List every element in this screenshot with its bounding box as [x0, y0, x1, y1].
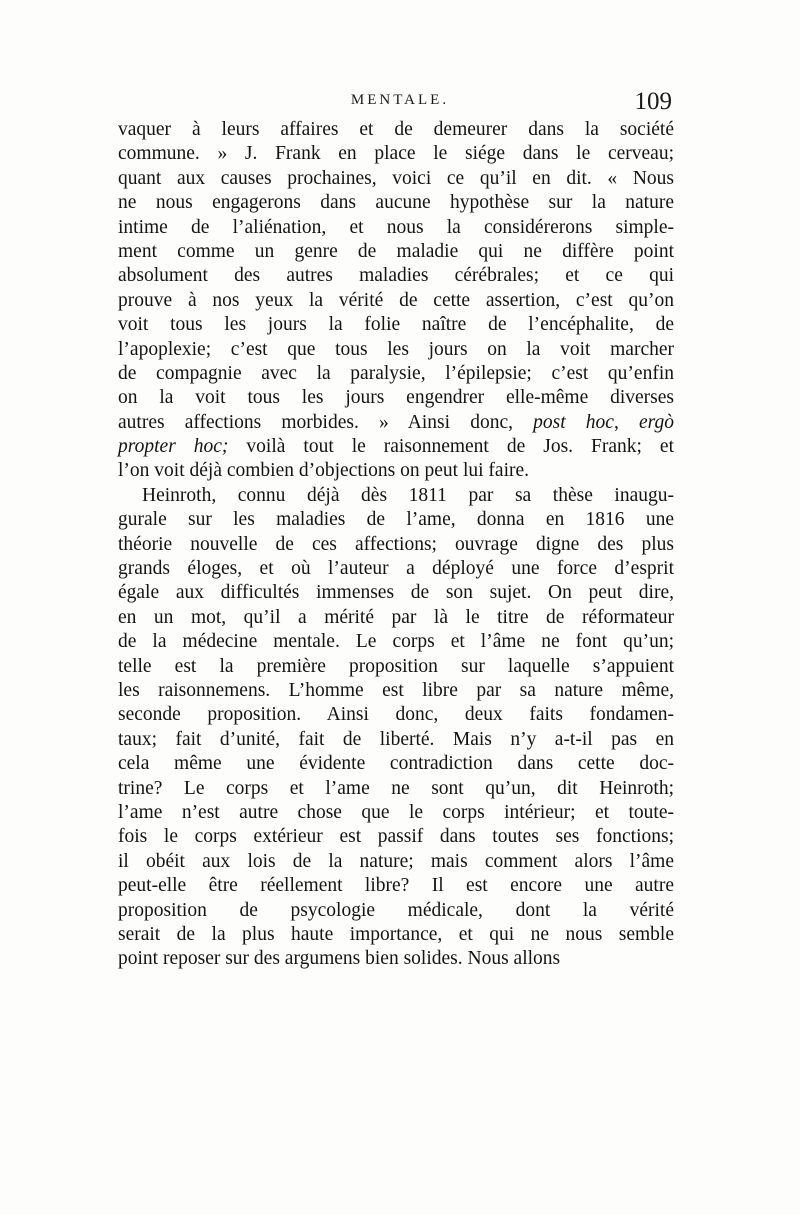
text-line	[118, 557, 674, 581]
text-line	[118, 435, 674, 459]
text-line	[118, 142, 674, 166]
text-run: vaquer à leurs affaires et de demeurer dans la société	[118, 119, 674, 140]
text-run: telle est la première proposition sur laquelle s’appuient	[118, 655, 674, 677]
text-run: peut-elle être réellement libre? Il est encore une autre	[118, 875, 674, 897]
text-run: les raisonnemens. L’homme est libre par sa nature même,	[118, 679, 674, 701]
text-run: égale aux difficultés immenses de son sujet. On peut dire,	[118, 582, 674, 604]
text-run: quant aux causes prochaines, voici ce qu’il en dit. « Nous	[118, 167, 674, 189]
italic-text: post hoc	[533, 411, 614, 433]
text-line	[118, 606, 674, 630]
text-line	[118, 240, 674, 264]
text-line	[118, 655, 674, 679]
text-run: autres affections morbides. » Ainsi donc,	[118, 411, 534, 433]
text-line	[118, 947, 674, 971]
text-line	[118, 728, 674, 752]
text-line	[118, 825, 674, 849]
text-line	[118, 752, 674, 776]
text-run: proposition de psycologie médicale, dont la vérité	[118, 899, 674, 921]
text-line	[118, 508, 674, 532]
text-line	[118, 386, 674, 410]
text-run: ,	[613, 411, 639, 433]
text-line	[118, 874, 674, 898]
text-line	[118, 484, 674, 508]
text-line	[118, 167, 674, 191]
text-run: théorie nouvelle de ces affections; ouvrage digne des plus	[118, 533, 674, 555]
text-run: taux; fait d’unité, fait de liberté. Mais n’y a-t-il pas en	[118, 728, 674, 750]
text-run: l’apoplexie; c’est que tous les jours on la voit marcher	[118, 338, 674, 360]
text-run: intime de l’aliénation, et nous la considérerons simple-	[118, 216, 674, 238]
text-line	[118, 216, 674, 240]
text-run: grands éloges, et où l’auteur a déployé une force d’esprit	[118, 558, 674, 580]
page-number: 109	[634, 88, 672, 115]
text-line	[118, 289, 674, 313]
text-run: il obéit aux lois de la nature; mais comment alors l’âme	[118, 850, 674, 872]
text-run: cela même une évidente contradiction dans cette doc-	[118, 753, 674, 775]
text-run: point reposer sur des argumens bien solides. Nous allons	[118, 948, 561, 970]
text-line	[118, 264, 674, 288]
text-line	[118, 923, 674, 947]
text-run: on la voit tous les jours engendrer elle-même diverses	[118, 387, 674, 409]
italic-text: ergò	[638, 411, 674, 433]
text-run: absolument des autres maladies cérébrales; et ce qui	[118, 265, 674, 287]
text-run: l’on voit déjà combien d’objections on peut lui faire.	[118, 460, 530, 482]
text-run: seconde proposition. Ainsi donc, deux faits fondamen-	[118, 704, 674, 726]
body-text	[118, 118, 674, 972]
text-run: ne nous engagerons dans aucune hypothèse sur la nature	[118, 192, 674, 214]
text-line	[118, 459, 674, 483]
paragraph	[118, 118, 674, 484]
text-line	[118, 801, 674, 825]
running-head	[0, 88, 800, 118]
text-line	[118, 313, 674, 337]
text-line	[118, 777, 674, 801]
text-line	[118, 191, 674, 215]
text-line	[118, 118, 674, 142]
text-line	[118, 581, 674, 605]
text-line	[118, 338, 674, 362]
text-run: en un mot, qu’il a mérité par là le titre de réformateur	[118, 606, 674, 628]
text-run: l’ame n’est autre chose que le corps intérieur; et toute-	[118, 801, 674, 823]
text-line	[118, 899, 674, 923]
text-line	[118, 703, 674, 727]
text-line	[118, 533, 674, 557]
text-line	[118, 850, 674, 874]
text-run: Heinroth, connu déjà dès 1811 par sa thèse inaugu-	[142, 484, 674, 506]
paragraph	[118, 484, 674, 972]
text-line	[118, 411, 674, 435]
text-run: ment comme un genre de maladie qui ne diffère point	[118, 240, 674, 262]
text-run: serait de la plus haute importance, et qui ne nous semble	[118, 923, 674, 945]
text-run: fois le corps extérieur est passif dans toutes ses fonctions;	[118, 826, 674, 848]
text-run: voilà tout le raisonnement de Jos. Frank; et	[228, 436, 674, 458]
text-line	[118, 630, 674, 654]
text-run: commune. » J. Frank en place le siége dans le cerveau;	[118, 143, 674, 165]
text-run: gurale sur les maladies de l’ame, donna en 1816 une	[118, 509, 674, 531]
italic-text: propter hoc;	[118, 436, 229, 458]
text-run: de la médecine mentale. Le corps et l’âme ne font qu’un;	[118, 631, 674, 653]
text-run: voit tous les jours la folie naître de l’encéphalite, de	[118, 314, 674, 336]
text-line	[118, 679, 674, 703]
text-line	[118, 362, 674, 386]
running-title: MENTALE.	[350, 92, 450, 108]
text-run: de compagnie avec la paralysie, l’épilepsie; c’est qu’enfin	[118, 362, 674, 384]
text-run: trine? Le corps et l’ame ne sont qu’un, dit Heinroth;	[118, 777, 674, 799]
text-run: prouve à nos yeux la vérité de cette assertion, c’est qu’on	[118, 289, 674, 311]
